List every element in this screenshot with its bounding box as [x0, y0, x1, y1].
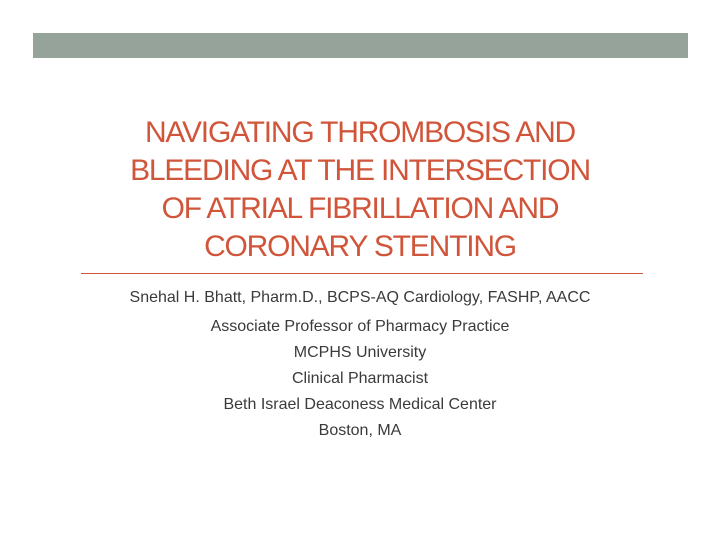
presenter-info: [90, 288, 630, 444]
presenter-hospital: Beth Israel Deaconess Medical Center: [223, 396, 497, 413]
title-line: BLEEDING AT THE INTERSECTION: [130, 154, 590, 187]
presenter-name: Snehal H. Bhatt, Pharm.D., BCPS-AQ Cardiology, FASHP, AACC: [129, 289, 591, 306]
title-line: CORONARY STENTING: [204, 230, 516, 263]
presenter-location: Boston, MA: [318, 422, 402, 439]
presenter-position: Associate Professor of Pharmacy Practice: [210, 318, 510, 335]
slide-title: [60, 114, 660, 266]
presenter-university: MCPHS University: [293, 344, 427, 361]
header-bar: [33, 33, 688, 58]
title-line: NAVIGATING THROMBOSIS AND: [144, 116, 576, 149]
title-line: OF ATRIAL FIBRILLATION AND: [161, 192, 559, 225]
title-divider: [81, 273, 643, 274]
presenter-role: Clinical Pharmacist: [291, 370, 429, 387]
